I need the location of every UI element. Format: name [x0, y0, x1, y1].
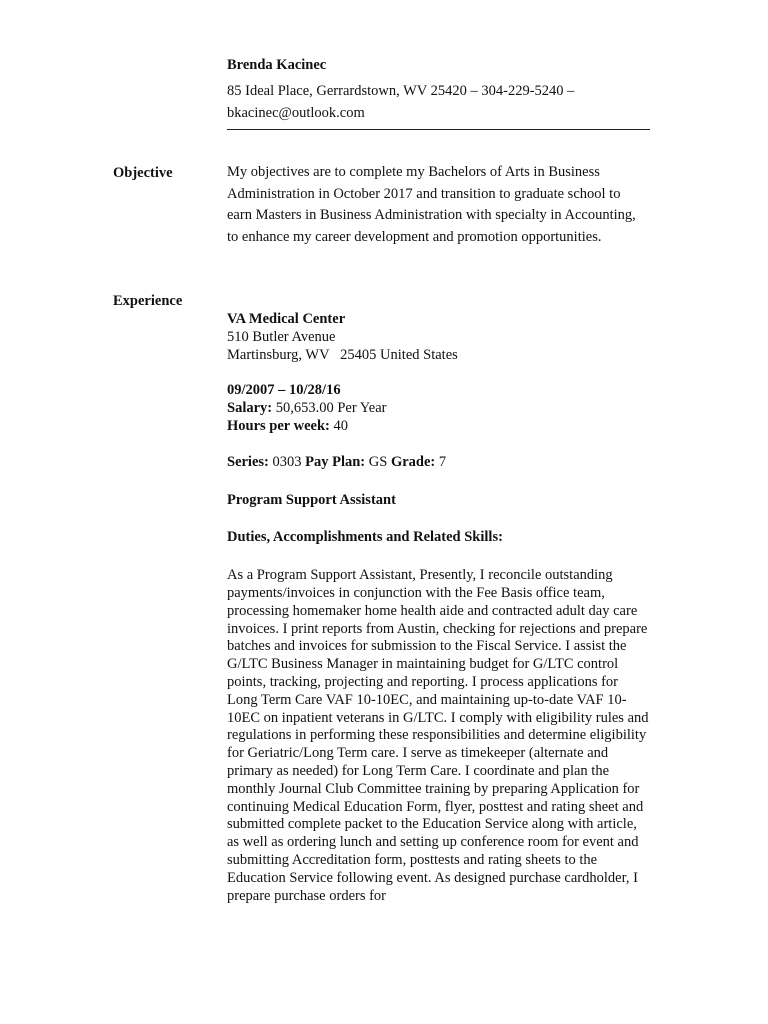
header-divider	[227, 129, 650, 130]
spacer	[227, 436, 652, 454]
duties-text: As a Program Support Assistant, Presently, I reconcile outstanding payments/invoices in conjunction with the Fee Basis office team, processing homemaker home health aide and contracted adult day care invoices. I print reports from Austin, checking for rejections and prepare batches and invoices for submission to the Fiscal Service. I assist the G/LTC Business Manager in maintaining budget for G/LTC control points, tracking, projecting and reporting. I process applications for Long Term Care VAF 10-10EC, and maintaining up-to-date VAF 10-10EC on inpatient veterans in G/LTC. I comply with eligibility rules and regulations in performing these responsibilities and determine eligibility for Geriatric/Long Term care. I serve as timekeeper (alternate and primary as needed) for Long Term Care. I coordinate and plan the monthly Journal Club Committee training by preparing Application for continuing Medical Education Form, flyer, posttest and rating sheet and submitted complete packet to the Education Service along with article, as well as ordering lunch and setting up conference room for event and submitting Accreditation form, posttests and rating sheets to the Education Service following event. As designed purchase cardholder, I prepare purchase orders for	[227, 567, 649, 904]
employer-address-line1: 510 Butler Avenue	[227, 328, 336, 345]
experience-heading: Experience	[113, 293, 183, 309]
contact-address-phone: 85 Ideal Place, Gerrardstown, WV 25420 – 304-229-5240 –	[227, 83, 575, 99]
resume-header	[227, 56, 650, 124]
position-title: Program Support Assistant	[227, 491, 396, 508]
employer-name: VA Medical Center	[227, 311, 346, 327]
applicant-name: Brenda Kacinec	[227, 57, 327, 73]
duties-heading: Duties, Accomplishments and Related Skills:	[227, 529, 503, 546]
series-line	[227, 454, 652, 472]
contact-email: bkacinec@outlook.com	[227, 105, 365, 121]
salary-label: Salary:	[227, 400, 273, 417]
salary-line	[227, 400, 652, 418]
grade-label: Grade:	[390, 453, 436, 470]
hours-label: Hours per week:	[227, 417, 330, 434]
salary-value: 50,653.00 Per Year	[272, 400, 387, 417]
payplan-label: Pay Plan:	[305, 453, 366, 470]
spacer	[227, 547, 652, 567]
grade-value: 7	[435, 453, 447, 470]
series-label: Series:	[227, 453, 269, 470]
hours-value: 40	[329, 417, 348, 434]
objective-heading: Objective	[113, 165, 173, 181]
payplan-value: GS	[365, 453, 391, 470]
hours-line	[227, 418, 652, 436]
spacer	[227, 509, 652, 529]
employer-address-line2: Martinsburg, WV 25405 United States	[227, 346, 458, 363]
spacer	[227, 364, 652, 382]
experience-entry	[227, 311, 652, 905]
spacer	[227, 472, 652, 492]
objective-text: My objectives are to complete my Bachelors of Arts in Business Administration in October 2017 and transition to graduate school to earn Masters in Business Administration with specialty in Accounting, to enhance my career development and promotion opportunities.	[227, 164, 636, 245]
series-value: 0303	[268, 453, 306, 470]
employment-dates: 09/2007 – 10/28/16	[227, 382, 341, 399]
